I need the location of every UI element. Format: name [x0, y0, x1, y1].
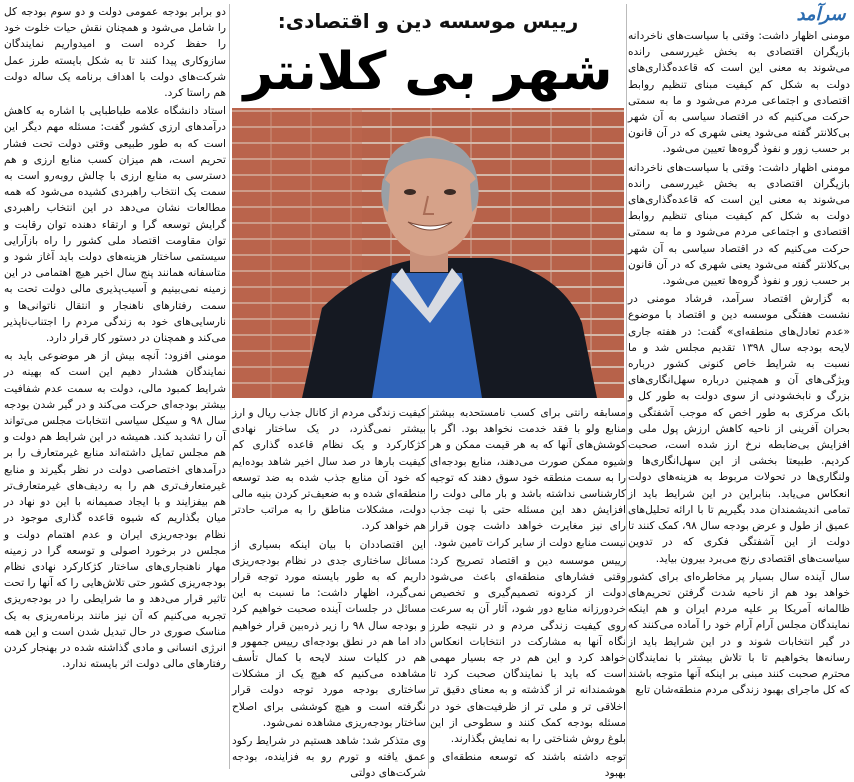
masthead-logo: سرآمد — [796, 4, 846, 25]
column-divider — [428, 405, 429, 769]
paragraph: مومنی اظهار داشت: وقتی با سیاست‌های ناخردانه بازیگران اقتصادی به بخش غیررسمی رانده می‌شوند به معنی این است که قاعده‌گذاری‌های دولت به شکل کم کیفیت مبنای تنظیم روابط اقتصادی و اجتماعی مردم می‌شود و ما به سمتی حرکت می‌کنیم که در اقتصاد سیاسی به آن شهر بی‌کلانتر گفته می‌شود یعنی شهری که در آن قانون بر حسب زور و نفوذ گروه‌ها تعیین می‌شود. — [628, 30, 850, 156]
paragraph: مسابقه رانتی برای کسب نامستحدبه بیشتر منابع ولو با فقد خدمت نخواهد بود. اگر با کوشش‌های آنها که به هر قیمت ممکن و هر شیوه ممکن صورت می‌دهند، منابع بودجه‌ای را به سمت منطقه خود سوق دهند که توجیه کارشناسی نداشته باشد و بار مالی دولت را افزایش دهد این مسئله حتی با نیت جذب رای نیز مغایرت خواهد داشت چون قرار نیست منابع دولت از سایر کرات تامین شود. — [430, 407, 626, 549]
column-left — [4, 4, 226, 769]
column-middle-left — [232, 405, 426, 780]
paragraph: کیفیت زندگی مردم از کانال جذب ریال و ارز بیشتر نمی‌گذرد، در یک ساختار نهادی کژکارکرد و یک نظام قاعده گذاری کم کیفیت بارها در صد سال اخیر شاهد بوده‌ایم که خود آن منابع جذب شده به ضد توسعه منطقه‌ای شده و به ضعیف‌تر کردن بنیه مالی دولت، مشکلات مناطق را به مراتب حادتر هم خواهد کرد. — [232, 407, 426, 533]
column-divider — [229, 4, 230, 769]
paragraph: وی متذکر شد: شاهد هستیم در شرایط رکود عمق یافته و تورم رو به فزاینده، بودجه شرکت‌های دولتی — [232, 735, 426, 780]
column-right — [628, 28, 850, 769]
paragraph: دو برابر بودجه عمومی دولت و دو سوم بودجه کل را شامل می‌شود و همچنان نقش حیات خلوت خود را حفظ کرده است و امیدواریم نمایندگان سازوکاری پیدا کنند تا به شکل بایسته طرز عمل شرکت‌های دولت با اهداف برنامه یک ساله دولت هم راستا کرد. — [4, 6, 226, 100]
article-kicker: رییس موسسه دین و اقتصادی: — [277, 9, 579, 33]
article-photo — [232, 108, 624, 398]
paragraph: رییس موسسه دین و اقتصاد تصریح کرد: وقتی فشارهای منطقه‌ای باعث می‌شود دولت از کردونه تصمیم‌گیری و تخصیص خردورزانه منابع دور شود، آثار آن به سرعت روی کیفیت زندگی مردم و در نتیجه طرز نگاه آنها به مشارکت در انتخابات انعکاس خواهد کرد و این هم در جه بسیار مهمی است که باید با نمایندگان صحبت کرد تا هوشمندانه تر از گذشته و به معنای دقیق تر اخلاقی تر و ملی تر از ظرفیت‌های خود در مسئله بودجه کمک کنند و سطوحی از این بلوغ روش شناختی را به نمایش بگذارند. — [430, 554, 626, 746]
portrait-illustration — [232, 108, 624, 398]
paragraph: این اقتصاددان با بیان اینکه بسیاری از مسائل ساختاری جدی در نظام بودجه‌ریزی داریم که به طور بایسته مورد توجه قرار نمی‌گیرد، اظهار داشت: ما نسبت به این مسائل در جلسات آینده صحبت خواهیم کرد و بودجه سال ۹۸ را زیر ذره‌بین قرار خواهیم داد اما هم در نطق بودجه‌ای رییس جمهور و هم در کلیات سند لایحه با کمال تأسف مشاهده می‌کنیم که هیچ یک از مشکلات ساختاری بودجه مورد توجه دولت قرار نگرفته است و هیچ کوششی برای اصلاح ساختار بودجه‌ریزی مشاهده نمی‌شود. — [232, 538, 426, 729]
paragraph: مومنی افزود: آنچه بیش از هر موضوعی باید به نمایندگان هشدار دهیم این است که بهینه در شرایط کمبود مالی، دولت به سمت عدم شفافیت بیشتر بودجه‌ای حرکت می‌کند و در گیر شدن بودجه سال ۹۸ و سیکل سیاسی انتخابات مجلس می‌تواند آن را تشدید کند. همیشه در این شرایط هم دولت و هم مجلس تمایل داشته‌اند منابع غیرمتعارف را بر درآمدهای اختصاصی دولت در نظر بگیرند و منابع غیرمتعارف‌تری هم را به ردیف‌های غیرمتعارف‌تر هم بیفزایند و با ایجاد صمیمانه با این دو نهاد در میان بگذاریم که شیوه قاعده گذاری موجود در نظام بودجه‌ریزی ایران و عدم اهتمام دولت و مجلس در برخورد اصولی و توسعه گرا در زمینه مهار ناهنجاری‌های ساختار کژکارکرد نهادی نظام بودجه‌ریزی کشور حتی تلاش‌هایی را که آنها را تحت تاثیر قرار می‌دهد و ما شرایطی را در بودجه‌ریزی تجربه می‌کنیم که آن نیز مانند برنامه‌ریزی به یک مناسک صوری در حال تبدیل شدن است و این همه انرژی انسانی و مادی گذاشته شده در بهنجار کردن رفتارهای مالی دولت اثر بایسته ندارد. — [4, 350, 226, 671]
column-middle-right — [430, 405, 626, 780]
paragraph: سال آینده سال بسیار پر مخاطره‌ای برای کشور خواهد بود هم از ناحیه شدت گرفتن تحریم‌های ظالمانه آمریکا بر علیه مردم ایران و هم اینکه نمایندگان مجلس آرام آرام خود را آماده می‌کنند که در گیر انتخابات شوند و در این شرایط باید از رسانه‌ها بخواهیم تا با تلاش بیشتر با نمایندگان محترم صحبت کنند مبنی بر اینکه آنها متوجه باشند که کل ماجرای بهبود زندگی مردم منطقه‌شان تابع — [628, 570, 850, 697]
paragraph: استاد دانشگاه علامه طباطبایی با اشاره به کاهش درآمدهای ارزی کشور گفت: مسئله مهم دیگر این است که به طور طبیعی وقتی دولت تحت فشار تحریم است، هم میزان کسب منابع ارزی و هم دسترسی به منابع ارزی با چالش روبه‌رو است به سمت یک انتخاب راهبردی کشیده می‌شود که همه مطالعات نشان می‌دهد در این انتخاب راهبردی گرایش توسعه گرا و ارتقاء دهنده توان رقابت و توان مقاومت اقتصاد ملی کشور را راه بازآرایی سیستمی ساختار هزینه‌های دولت باید آغاز شود و متاسفانه همانند پنج سال اخیر هیچ اهتمامی در این زمینه نمی‌بینیم و آسیب‌پذیری مالی دولت تحت به سمت رفتارهای ناهنجار و انتقال ناتوانی‌ها و نارسایی‌های خود به زندگی مردم را اجتناب‌ناپذیر می‌کند و همچنان در دستور کار قرار دارد. — [4, 105, 226, 345]
paragraph: مومنی اظهار داشت: وقتی با سیاست‌های ناخردانه بازیگران اقتصادی به بخش غیررسمی رانده می‌شوند به معنی این است که قاعده‌گذاری‌های دولت به شکل کم کیفیت مبنای تنظیم روابط اقتصادی و اجتماعی مردم می‌شود و ما به سمتی حرکت می‌کنیم که در اقتصاد سیاسی به آن شهر بی‌کلانتر گفته می‌شود یعنی شهری که در آن قانون بر حسب زور و نفوذ گروه‌ها تعیین می‌شود. — [628, 161, 850, 288]
paragraph: توجه داشته باشند که توسعه منطقه‌ای و بهبود — [430, 751, 626, 780]
paragraph: به گزارش اقتصاد سرآمد، فرشاد مومنی در نشست هفتگی موسسه دین و اقتصاد با موضوع «عدم تعادل‌های منطقه‌ای» گفت: در هفته جاری لایحه بودجه سال ۱۳۹۸ تقدیم مجلس شد و ما نسبت به شرایط خاص کنونی کشور درباره ویژگی‌های آن و همچنین درباره سهل‌انگاری‌های بزرگ و نابخشودنی از سوی دولت به طور کل و بانک مرکزی به طور اخص که موجب آشفتگی و بحران آفرینی از ناحیه کاهش ارزش پول ملی و افزایش بی‌ضابطه نرخ ارز شده است، صحبت کردیم. طبیعتا بخشی از این سهل‌انگاری‌ها و ولنگاری‌ها در تحولات مربوط به هزینه‌های دولت انعکاس می‌یابد. بنابراین در این شرایط باید از تمامی اندیشمندان مدد بگیریم تا با ارائه تحلیل‌های عمیق از طول و عرض بودجه سال ۹۸، کمک کنند تا دولت از این آشفتگی فکری که در تدوین سیاست‌های اقتصادی رنج می‌برد بیرون بیاید. — [628, 293, 851, 565]
column-divider — [626, 4, 627, 769]
article-headline: شهر بی کلانتر — [243, 42, 613, 102]
